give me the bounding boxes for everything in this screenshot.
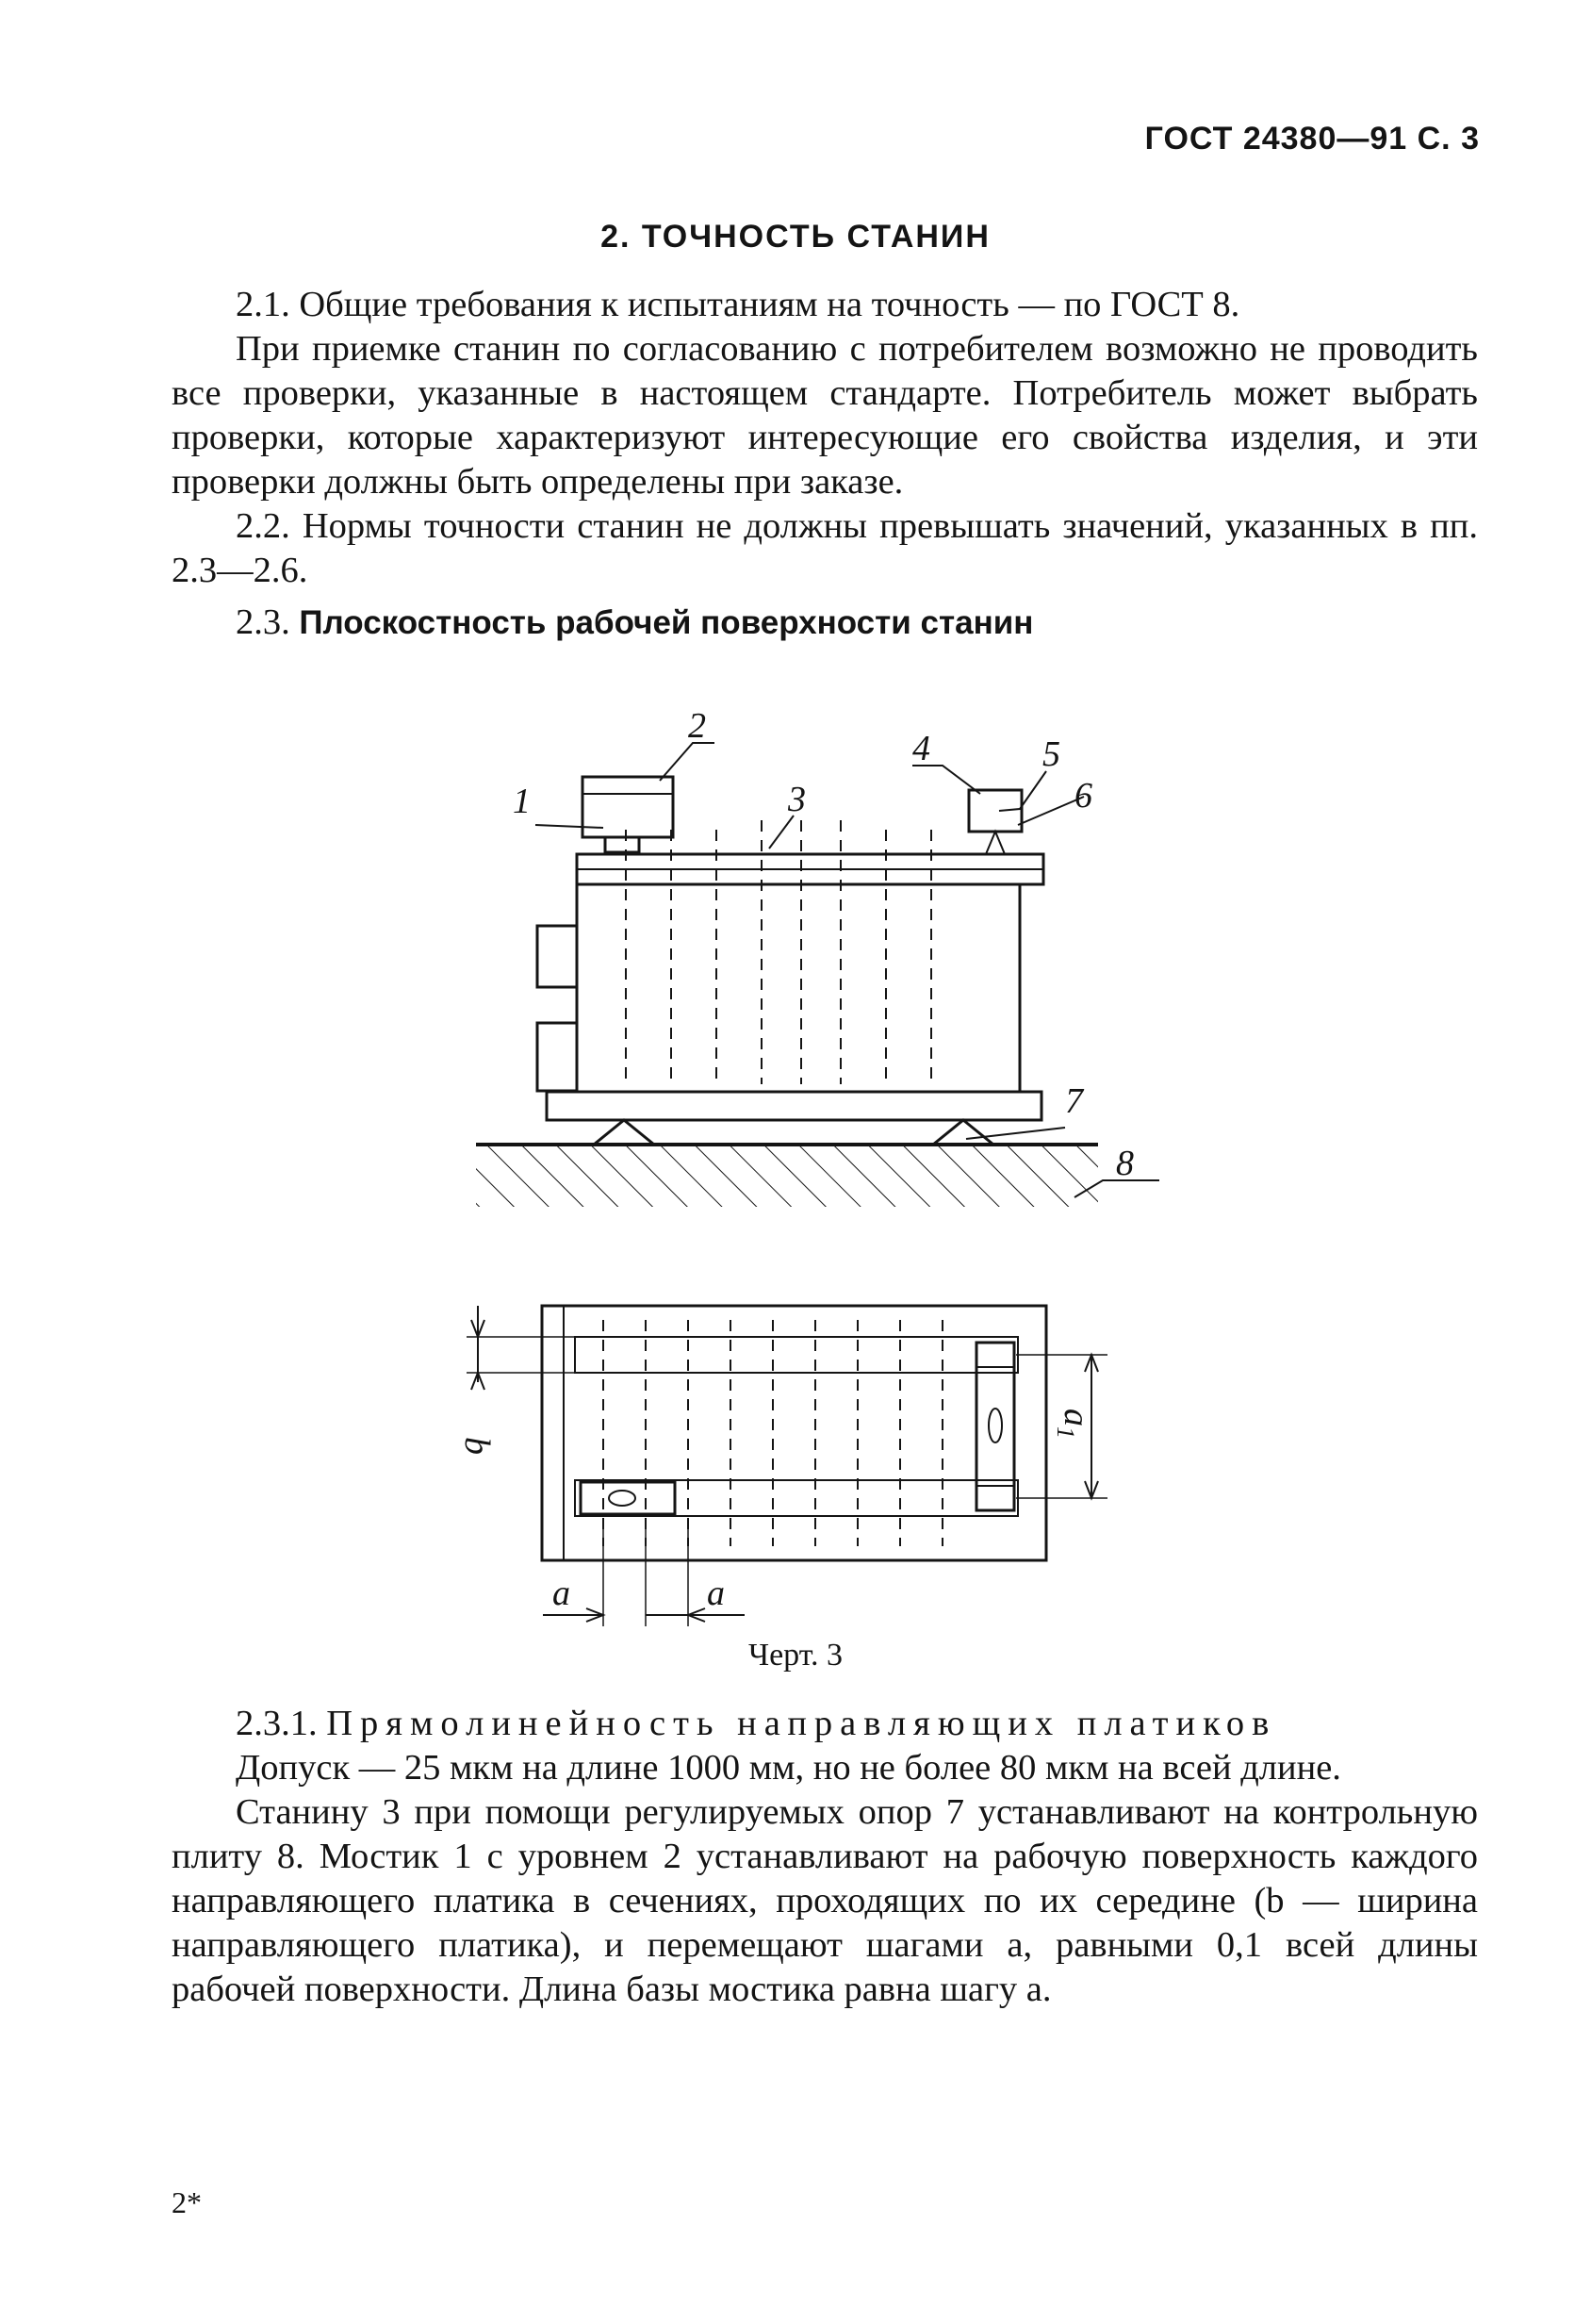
label-4: 4 bbox=[912, 729, 930, 768]
frame-ribs bbox=[626, 820, 931, 1084]
dimension-a-label-right: a bbox=[707, 1574, 725, 1613]
side-view bbox=[537, 777, 1043, 1145]
label-7: 7 bbox=[1065, 1081, 1083, 1121]
paragraph-2-2: 2.2. Нормы точности станин не должны превышать значений, указанных в пп. 2.3—2.6. bbox=[172, 506, 1478, 590]
paragraph-2-1: 2.1. Общие требования к испытаниям на точность — по ГОСТ 8. bbox=[236, 285, 1240, 324]
label-5: 5 bbox=[1042, 734, 1060, 774]
dimension-a-label-left: a bbox=[552, 1574, 570, 1613]
dimension-a1-label bbox=[1052, 1409, 1096, 1439]
dimension-b-label: b bbox=[457, 1437, 497, 1455]
bridge-foot bbox=[605, 837, 639, 852]
text-block-clause-2-3-1 bbox=[172, 1702, 1478, 2012]
frame-base bbox=[547, 1092, 1042, 1120]
frame-lug-upper bbox=[537, 926, 577, 987]
frame-lug-lower bbox=[537, 1023, 577, 1091]
leader-lines bbox=[535, 743, 1159, 1197]
clause-number: 2.3. bbox=[236, 602, 290, 642]
footer-mark: 2* bbox=[172, 2185, 202, 2219]
dimension-a1-sub: 1 bbox=[1052, 1426, 1079, 1439]
page-header: ГОСТ 24380—91 С. 3 bbox=[1144, 121, 1480, 157]
label-8: 8 bbox=[1116, 1144, 1134, 1183]
section-title: 2. ТОЧНОСТЬ СТАНИН bbox=[600, 219, 991, 255]
dimension-a1-main: a bbox=[1057, 1409, 1096, 1426]
plan-rail-bottom bbox=[575, 1480, 1018, 1516]
paragraph-method: Станину 3 при помощи регулируемых опор 7 устанавливают на контрольную плиту 8. Мостик 1 с уровнем 2 устанавливают на рабочую поверхность каждого направляющего платика в сечениях, проходящих по их середине (b — ширина направляющего платика), и перемещают шагами a, равными 0,1 всей длины рабочей поверхности. Длина базы мостика равна шагу a. bbox=[172, 1792, 1478, 2009]
support-right bbox=[933, 1120, 993, 1145]
label-6: 6 bbox=[1074, 776, 1092, 816]
label-1: 1 bbox=[513, 782, 531, 821]
frame-body bbox=[577, 884, 1020, 1092]
paragraph-acceptance: При приемке станин по согласованию с потребителем возможно не проводить все проверки, указанные в настоящем стандарте. Потребитель может выбрать проверки, которые характеризуют интересующие его свойства изделия, и эти проверки должны быть определены при заказе. bbox=[172, 329, 1478, 502]
clause-number: 2.3.1. bbox=[236, 1704, 318, 1743]
label-3: 3 bbox=[788, 780, 806, 819]
label-2: 2 bbox=[688, 706, 706, 746]
plan-rail-top bbox=[575, 1337, 1018, 1373]
level-support bbox=[986, 832, 1005, 854]
figure-caption: Черт. 3 bbox=[747, 1638, 844, 1673]
plan-outline bbox=[542, 1306, 1046, 1560]
level-block bbox=[969, 790, 1022, 832]
paragraph-2-3-1 bbox=[172, 1702, 1478, 1746]
clause-heading: Прямолинейность направляющих платиков bbox=[326, 1704, 1277, 1743]
paragraph-tolerance: Допуск — 25 мкм на длине 1000 мм, но не более 80 мкм на всей длине. bbox=[236, 1748, 1341, 1788]
control-plate bbox=[476, 1145, 1098, 1207]
clause-heading: Плоскостность рабочей поверхности станин bbox=[299, 604, 1034, 641]
support-left bbox=[594, 1120, 654, 1145]
